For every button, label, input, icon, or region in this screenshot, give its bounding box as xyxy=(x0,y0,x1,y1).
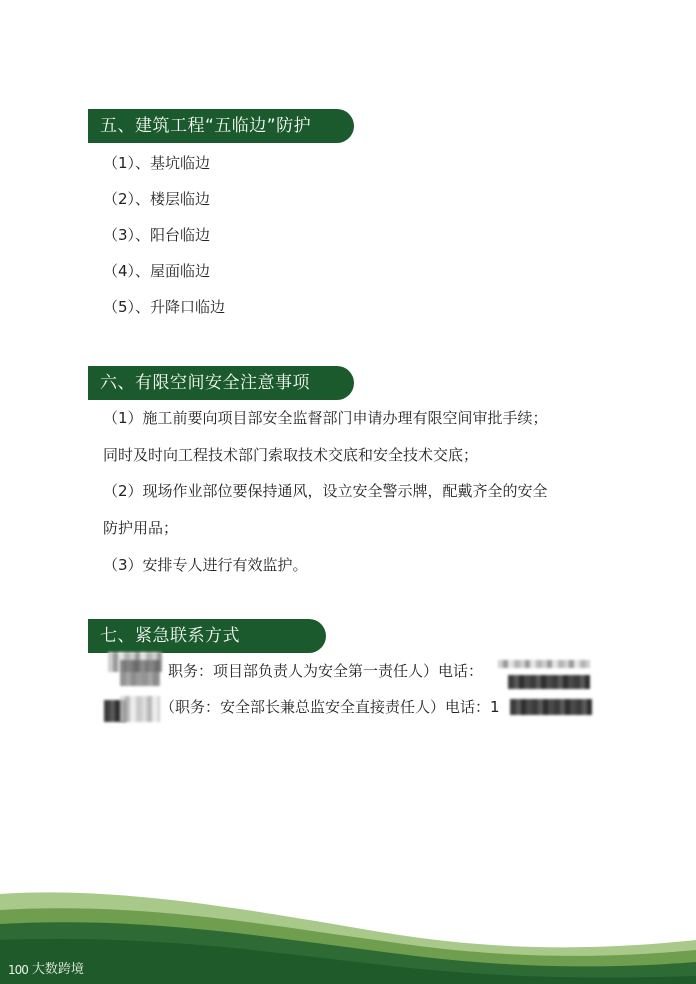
section-heading-7: 七、紧急联系方式 xyxy=(88,619,326,653)
redacted-name xyxy=(120,696,160,722)
paragraph-line: 同时及时向工程技术部门索取技术交底和安全技术交底； xyxy=(103,446,479,464)
paragraph-line: （2）现场作业部位要保持通风，设立安全警示牌，配戴齐全的安全 xyxy=(103,482,548,500)
redacted-phone xyxy=(510,699,592,715)
contact-line: （职务：安全部长兼总监安全直接责任人）电话：1 xyxy=(160,698,500,716)
section-heading-5: 五、建筑工程“五临边”防护 xyxy=(88,109,354,143)
brand-name: 大数跨境 xyxy=(31,962,84,977)
list-item: （5）、升降口临边 xyxy=(103,298,226,316)
paragraph-line: （3）安排专人进行有效监护。 xyxy=(103,556,308,574)
footer-wave xyxy=(0,880,696,984)
footer-wave-graphic xyxy=(0,880,696,984)
list-item: （3）、阳台临边 xyxy=(103,226,211,244)
redacted-name xyxy=(120,660,160,686)
brand-logo: 100 xyxy=(8,963,28,977)
paragraph-line: （1）施工前要向项目部安全监督部门申请办理有限空间审批手续； xyxy=(103,409,548,427)
list-item: （4）、屋面临边 xyxy=(103,262,211,280)
watermark-brand xyxy=(8,962,84,978)
paragraph-line: 防护用品； xyxy=(103,519,179,537)
redacted-phone xyxy=(498,660,590,668)
contact-line: 职务：项目部负责人为安全第一责任人）电话： xyxy=(168,662,484,680)
redacted-phone xyxy=(508,675,590,689)
list-item: （2）、楼层临边 xyxy=(103,190,211,208)
list-item: （1）、基坑临边 xyxy=(103,154,211,172)
section-heading-6: 六、有限空间安全注意事项 xyxy=(88,366,354,400)
